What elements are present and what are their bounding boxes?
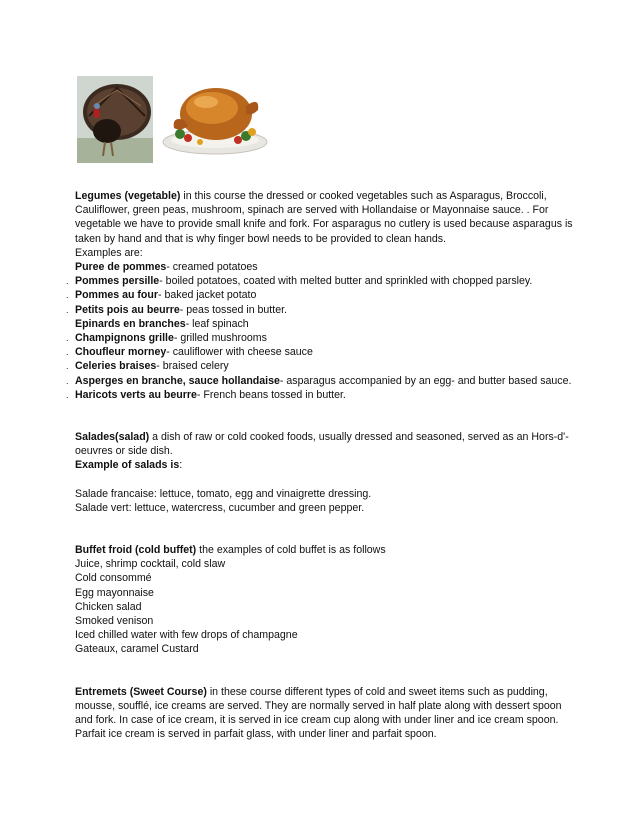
buffet-intro: Buffet froid (cold buffet) the examples of cold buffet is as follows bbox=[75, 544, 386, 557]
list-item: Epinards en branches- leaf spinach bbox=[75, 317, 249, 330]
bullet-dot-icon: . bbox=[66, 276, 69, 287]
buffet-line: Cold consommé bbox=[75, 572, 152, 585]
list-item: . Choufleur morney- cauliflower with cheese sauce bbox=[66, 346, 313, 359]
buffet-line: Gateaux, caramel Custard bbox=[75, 643, 199, 656]
salades-heading: Salades(salad) bbox=[75, 431, 150, 444]
salade-line: Salade francaise: lettuce, tomato, egg and vinaigrette dressing. bbox=[75, 487, 372, 500]
buffet-line: Iced chilled water with few drops of champagne bbox=[75, 629, 298, 642]
turkey-image bbox=[77, 76, 153, 163]
buffet-line: Smoked venison bbox=[75, 615, 154, 628]
bullet-dot-icon: . bbox=[66, 290, 69, 301]
legumes-heading: Legumes (vegetable) bbox=[75, 190, 181, 202]
legumes-list bbox=[66, 260, 575, 402]
salade-line: Salade vert: lettuce, watercress, cucumber and green pepper. bbox=[75, 501, 365, 514]
bullet-dot-icon: . bbox=[66, 304, 69, 315]
bullet-dot-icon: . bbox=[66, 333, 69, 344]
list-item: Puree de pommes- creamed potatoes bbox=[75, 261, 258, 274]
legumes-intro: Legumes (vegetable) in this course the dressed or cooked vegetables such as Asparagus, Broccoli, Cauliflower, green peas, mushroom, spinach are served with Hollandaise or Mayonnaise sauce. . For vegetable we have to provide small knife and fork. For asparagus no cutlery is used because asparagus is taken by hand and that is why finger bowl needs to be provided to clean hands. bbox=[75, 190, 573, 245]
salades-example-label: Example of salads is: bbox=[75, 459, 183, 472]
bullet-dot-icon: . bbox=[66, 375, 69, 386]
document-body bbox=[66, 189, 575, 742]
entremets-heading: Entremets (Sweet Course) bbox=[75, 685, 207, 698]
buffet-heading: Buffet froid (cold buffet) bbox=[75, 544, 197, 557]
list-item: . Asperges en branche, sauce hollandaise- asparagus accompanied by an egg- and butter based sauce. bbox=[66, 374, 572, 387]
bullet-dot-icon: . bbox=[66, 389, 69, 400]
buffet-line: Egg mayonnaise bbox=[75, 586, 154, 599]
list-item: . Champignons grille- grilled mushrooms bbox=[66, 332, 267, 345]
bullet-dot-icon: . bbox=[66, 347, 69, 358]
buffet-line: Chicken salad bbox=[75, 600, 142, 613]
salades-intro: Salades(salad) a dish of raw or cold cooked foods, usually dressed and seasoned, served as an Hors-d'-oeuvres or side dish. bbox=[75, 431, 569, 458]
roast-turkey-platter-image bbox=[160, 76, 270, 158]
list-item: . Haricots verts au beurre- French beans tossed in butter. bbox=[66, 388, 346, 401]
list-item: . Pommes persille- boiled potatoes, coated with melted butter and sprinkled with chopped parsley. bbox=[66, 275, 533, 288]
list-item: . Pommes au four- baked jacket potato bbox=[66, 289, 257, 302]
list-item: . Celeries braises- braised celery bbox=[66, 360, 229, 373]
entremets-intro: Entremets (Sweet Course) in these course different types of cold and sweet items such as pudding, mousse, soufflé, ice creams are served. They are normally served in half plate along with dessert spoon and fork. In case of ice cream, it is served in ice cream cup along with under liner and ice cream spoon. Parfait ice cream is served in parfait glass, with under liner and parfait spoon. bbox=[75, 685, 562, 741]
list-item: . Petits pois au beurre- peas tossed in butter. bbox=[66, 303, 287, 316]
buffet-line: Juice, shrimp cocktail, cold slaw bbox=[75, 558, 226, 571]
bullet-dot-icon: . bbox=[66, 361, 69, 372]
legumes-examples-label: Examples are: bbox=[75, 246, 143, 259]
